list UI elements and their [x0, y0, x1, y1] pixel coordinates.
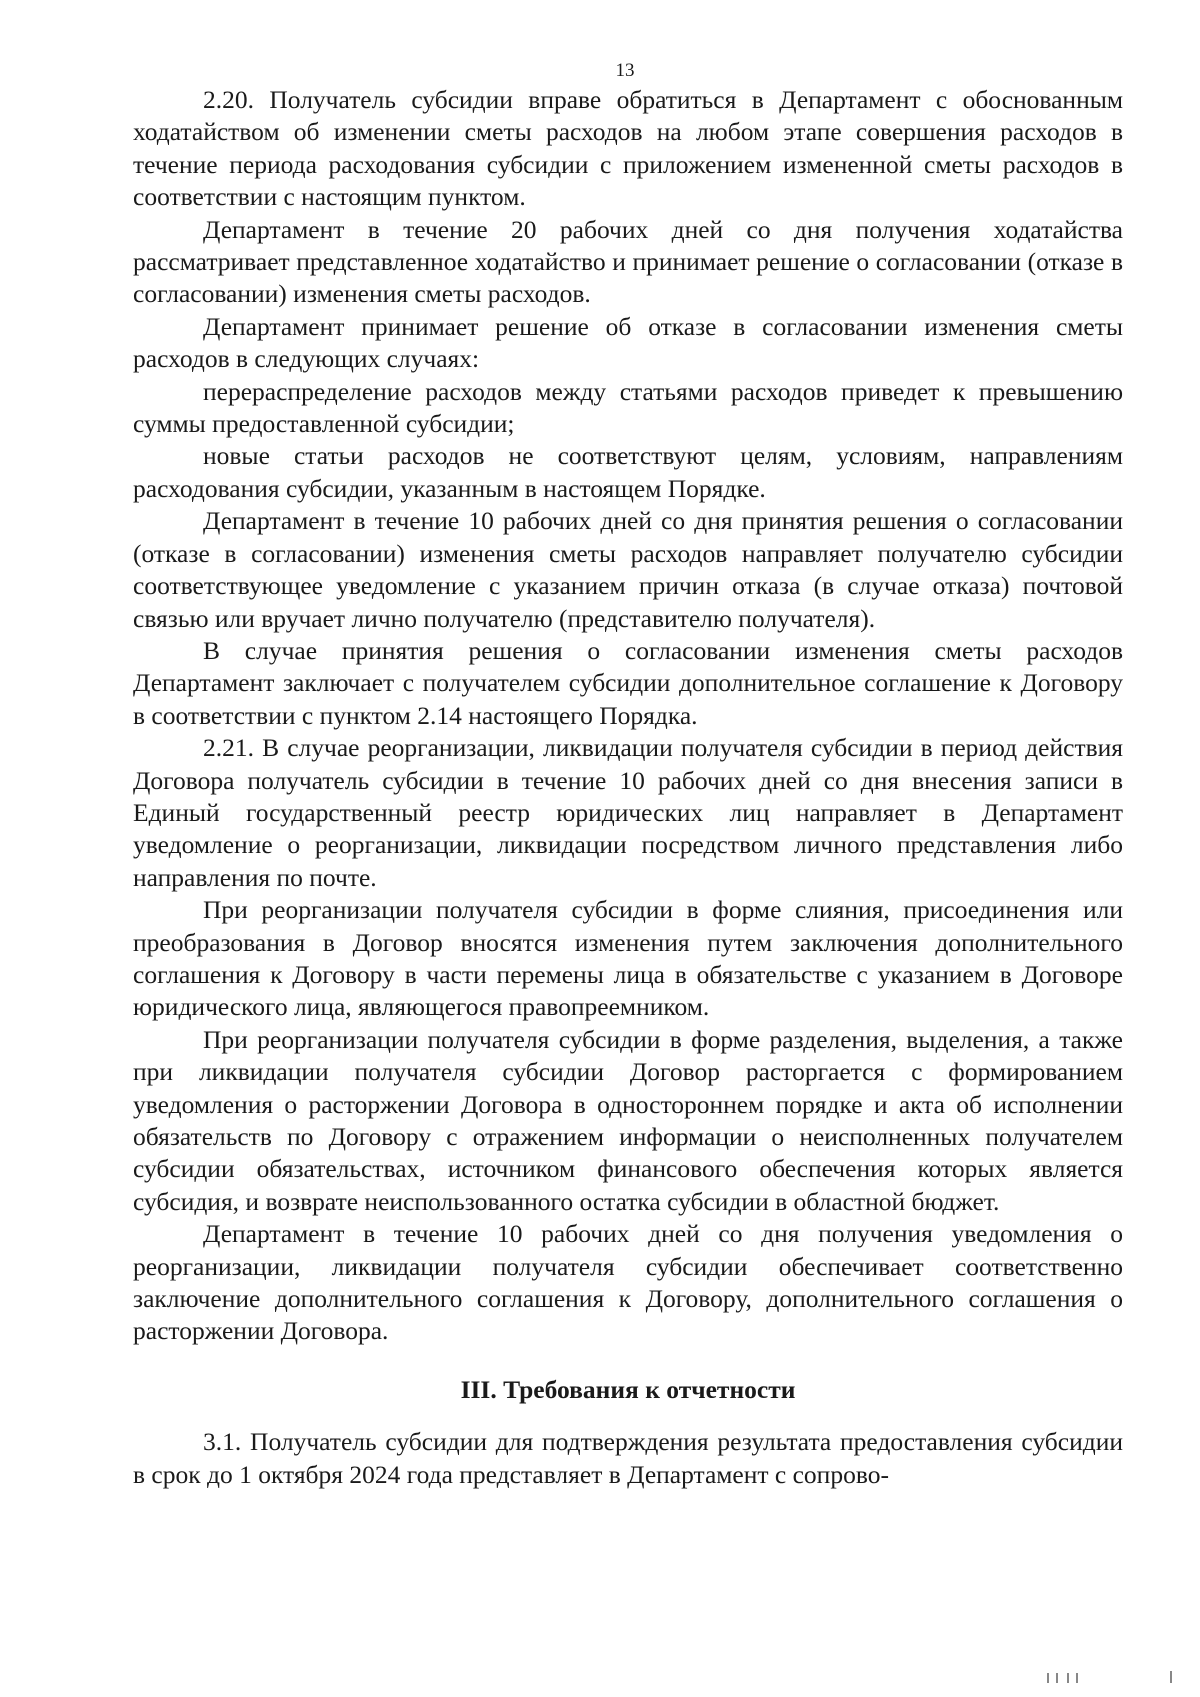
paragraph-merger: При реорганизации получателя субсидии в форме слияния, присоединения или преобразования в Договор вносятся изменения путем заключения дополнительного соглашения к Договору в части перемены лица в обязательстве с указанием в Договоре юридического лица, являющегося правопреемником.: [133, 895, 1123, 1022]
scan-mark: [1170, 1671, 1172, 1683]
paragraph-3-1: 3.1. Получатель субсидии для подтверждения результата предоставления субсидии в срок до 1 октября 2024 года представляет в Департамент с сопрово-: [133, 1427, 1123, 1489]
paragraph-reorg-deadline: Департамент в течение 10 рабочих дней со дня получения уведомления о реорганизации, ликвидации получателя субсидии обеспечивает соответственно заключение дополнительного соглашения к Договору, дополнительного соглашения о расторжении Договора.: [133, 1219, 1123, 1346]
scan-mark: [1067, 1673, 1069, 1683]
section-heading: III. Требования к отчетности: [460, 1374, 796, 1404]
paragraph-2-21: 2.21. В случае реорганизации, ликвидации получателя субсидии в период действия Договора получатель субсидии в течение 10 рабочих дней со дня внесения записи в Единый государственный реестр юридических лиц направляет в Департамент уведомление о реорганизации, ликвидации посредством личного представления либо направления по почте.: [133, 733, 1123, 892]
scan-mark: [1047, 1673, 1049, 1683]
document-body: [133, 84, 1123, 1491]
paragraph-2-20: 2.20. Получатель субсидии вправе обратиться в Департамент с обоснованным ходатайством об изменении сметы расходов на любом этапе совершения расходов в течение периода расходования субсидии с приложением измененной сметы расходов в соответствии с настоящим пунктом.: [133, 85, 1123, 212]
refusal-case-new-items: новые статьи расходов не соответствуют целям, условиям, направлениям расходования субсидии, указанным в настоящем Порядке.: [133, 441, 1123, 503]
paragraph-review-term: Департамент в течение 20 рабочих дней со дня получения ходатайства рассматривает представленное ходатайство и принимает решение о согласовании (отказе в согласовании) изменения сметы расходов.: [133, 214, 1123, 309]
page-number: 13: [615, 60, 635, 81]
paragraph-additional-agreement: В случае принятия решения о согласовании изменения сметы расходов Департамент заключает с получателем субсидии дополнительное соглашение к Договору в соответствии с пунктом 2.14 настоящего Порядка.: [133, 635, 1123, 730]
scan-mark: [1076, 1673, 1078, 1683]
paragraph-notification: Департамент в течение 10 рабочих дней со дня принятия решения о согласовании (отказе в согласовании) изменения сметы расходов направляет получателю субсидии соответствующее уведомление с указанием причин отказа (в случае отказа) почтовой связью или вручает лично получателю (представителю получателя).: [133, 506, 1123, 633]
paragraph-refusal-cases: Департамент принимает решение об отказе в согласовании изменения сметы расходов в следующих случаях:: [133, 311, 1123, 374]
scan-mark: [1056, 1673, 1058, 1683]
refusal-case-redistribution: перераспределение расходов между статьями расходов приведет к превышению суммы предоставленной субсидии;: [133, 376, 1123, 439]
paragraph-division: При реорганизации получателя субсидии в форме разделения, выделения, а также при ликвидации получателя субсидии Договор расторгается с формированием уведомления о расторжении Договора в одностороннем порядке и акта об исполнении обязательств по Договору с отражением информации о неисполненных получателем субсидии обязательствах, источником финансового обеспечения которых является субсидия, и возврате неиспользованного остатка субсидии в областной бюджет.: [133, 1024, 1123, 1216]
